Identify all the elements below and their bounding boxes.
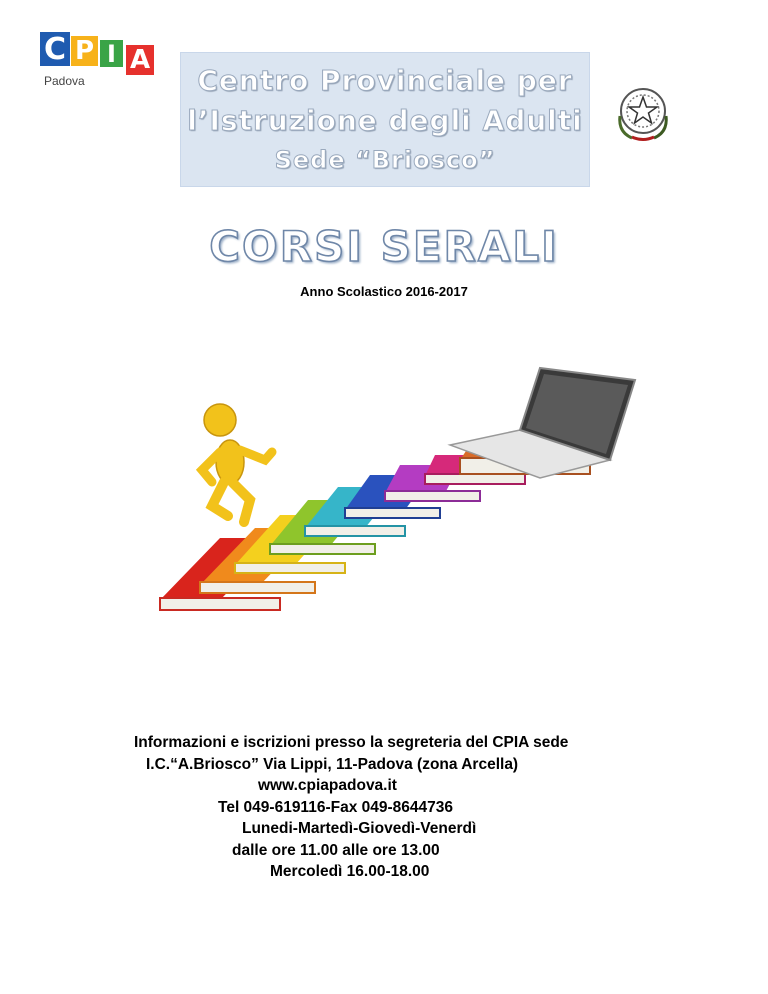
page-title: CORSI SERALI (209, 222, 559, 271)
italian-republic-emblem-icon (612, 82, 674, 144)
cpia-logo (40, 32, 158, 94)
info-line-2: I.C.“A.Briosco” Via Lippi, 11-Padova (zona Arcella) (146, 755, 519, 773)
office-hours: dalle ore 11.00 alle ore 13.00 (232, 841, 440, 859)
office-days: Lunedi-Martedì-Giovedì-Venerdì (242, 820, 477, 837)
contact-info (120, 732, 660, 883)
info-line-1: Informazioni e iscrizioni presso la segreteria del CPIA sede (134, 734, 569, 751)
phone-fax: Tel 049-619116-Fax 049-8644736 (218, 798, 453, 816)
header-line-1: Centro Provinciale per (197, 64, 573, 97)
school-year: Anno Scolastico 2016-2017 (300, 284, 468, 299)
wednesday-hours: Mercoledì 16.00-18.00 (270, 863, 430, 880)
logo-letter-i: I (100, 40, 123, 67)
website-link[interactable]: www.cpiapadova.it (258, 777, 397, 794)
logo-city: Padova (44, 74, 85, 88)
header-box (180, 52, 590, 187)
header-line-3: Sede “Briosco” (274, 146, 496, 174)
logo-letter-c: C (40, 32, 70, 66)
logo-letter-p: P (71, 36, 98, 66)
golden-figure (202, 404, 272, 522)
figure-climbing-book-stairs-to-laptop (140, 360, 648, 628)
header-line-2: l’Istruzione degli Adulti (187, 104, 583, 137)
logo-letter-a: A (126, 45, 154, 75)
